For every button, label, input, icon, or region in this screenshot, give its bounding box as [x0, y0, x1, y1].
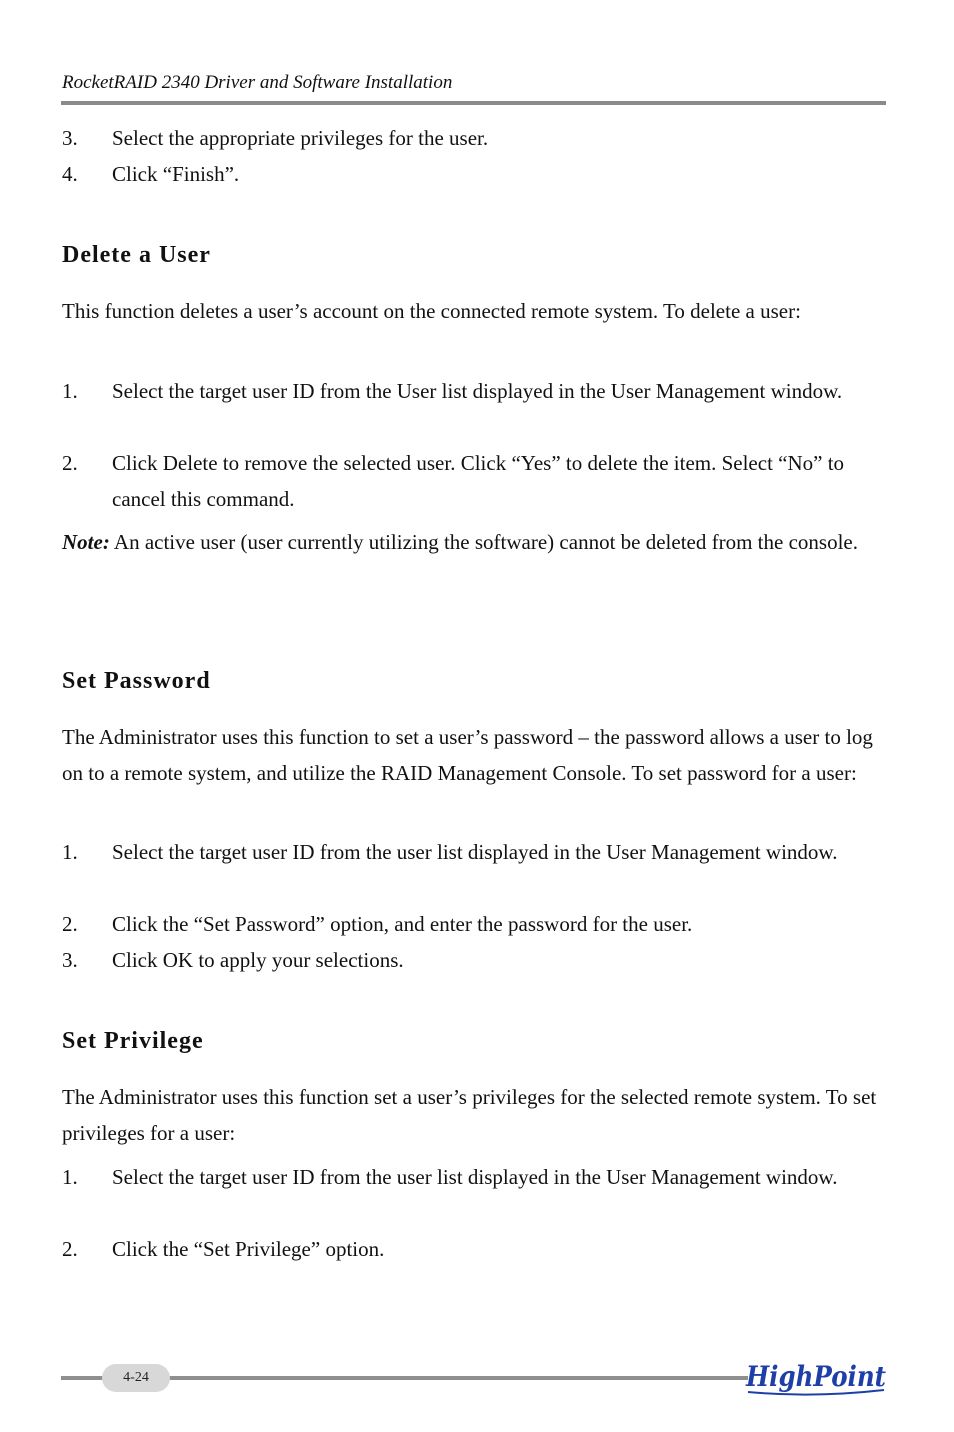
- page-header-title: RocketRAID 2340 Driver and Software Installation: [62, 72, 453, 93]
- section-intro: This function deletes a user’s account on the connected remote system. To delete a user:: [62, 299, 801, 323]
- step-number: 1.: [62, 1165, 78, 1189]
- step-number: 1.: [62, 840, 78, 864]
- list-item: [62, 120, 882, 156]
- section-intro: The Administrator uses this function to set a user’s password – the password allows a user to log on to a remote system, and utilize the RAID Management Console. To set password for a user:: [62, 725, 873, 785]
- step-number: 1.: [62, 379, 78, 403]
- list-item: [62, 1231, 882, 1267]
- logo-text: HighPoint: [745, 1360, 887, 1393]
- section-intro: The Administrator uses this function set a user’s privileges for the selected remote system. To set privileges for a user:: [62, 1085, 877, 1145]
- section-heading-set-privilege: Set Privilege: [62, 1028, 204, 1054]
- step-text: Select the target user ID from the user list displayed in the User Management window.: [112, 1165, 838, 1189]
- list-item: [62, 906, 882, 942]
- list-item: [62, 1159, 882, 1195]
- step-text: Click “Finish”.: [112, 162, 240, 186]
- note-label: Note:: [62, 530, 110, 554]
- step-number: 3.: [62, 948, 78, 972]
- footer-rule-right: [168, 1376, 748, 1380]
- step-text: Click the “Set Privilege” option.: [112, 1237, 385, 1261]
- list-item: [62, 834, 882, 870]
- step-number: 4.: [62, 162, 78, 186]
- step-number: 2.: [62, 451, 78, 475]
- step-number: 2.: [62, 912, 78, 936]
- header-rule: [61, 101, 886, 105]
- section-heading-delete-user: Delete a User: [62, 242, 211, 268]
- step-text: Click the “Set Password” option, and enter the password for the user.: [112, 912, 693, 936]
- highpoint-logo: [744, 1352, 888, 1400]
- list-item: [62, 942, 882, 978]
- page-number-badge: 4-24: [102, 1364, 170, 1392]
- step-number: 2.: [62, 1237, 78, 1261]
- step-text: Select the target user ID from the User list displayed in the User Management window.: [112, 379, 843, 403]
- step-text: Select the target user ID from the user list displayed in the User Management window.: [112, 840, 838, 864]
- step-text: Click OK to apply your selections.: [112, 948, 404, 972]
- note: [62, 524, 884, 560]
- list-item: [62, 373, 882, 409]
- step-text: Select the appropriate privileges for the user.: [112, 126, 489, 150]
- list-item: [62, 445, 882, 517]
- note-text: An active user (user currently utilizing the software) cannot be deleted from the console.: [109, 530, 858, 554]
- footer-rule-left: [61, 1376, 105, 1380]
- list-item: [62, 156, 882, 192]
- section-heading-set-password: Set Password: [62, 668, 211, 694]
- step-text: Click Delete to remove the selected user. Click “Yes” to delete the item. Select “No” to cancel this command.: [112, 451, 845, 511]
- step-number: 3.: [62, 126, 78, 150]
